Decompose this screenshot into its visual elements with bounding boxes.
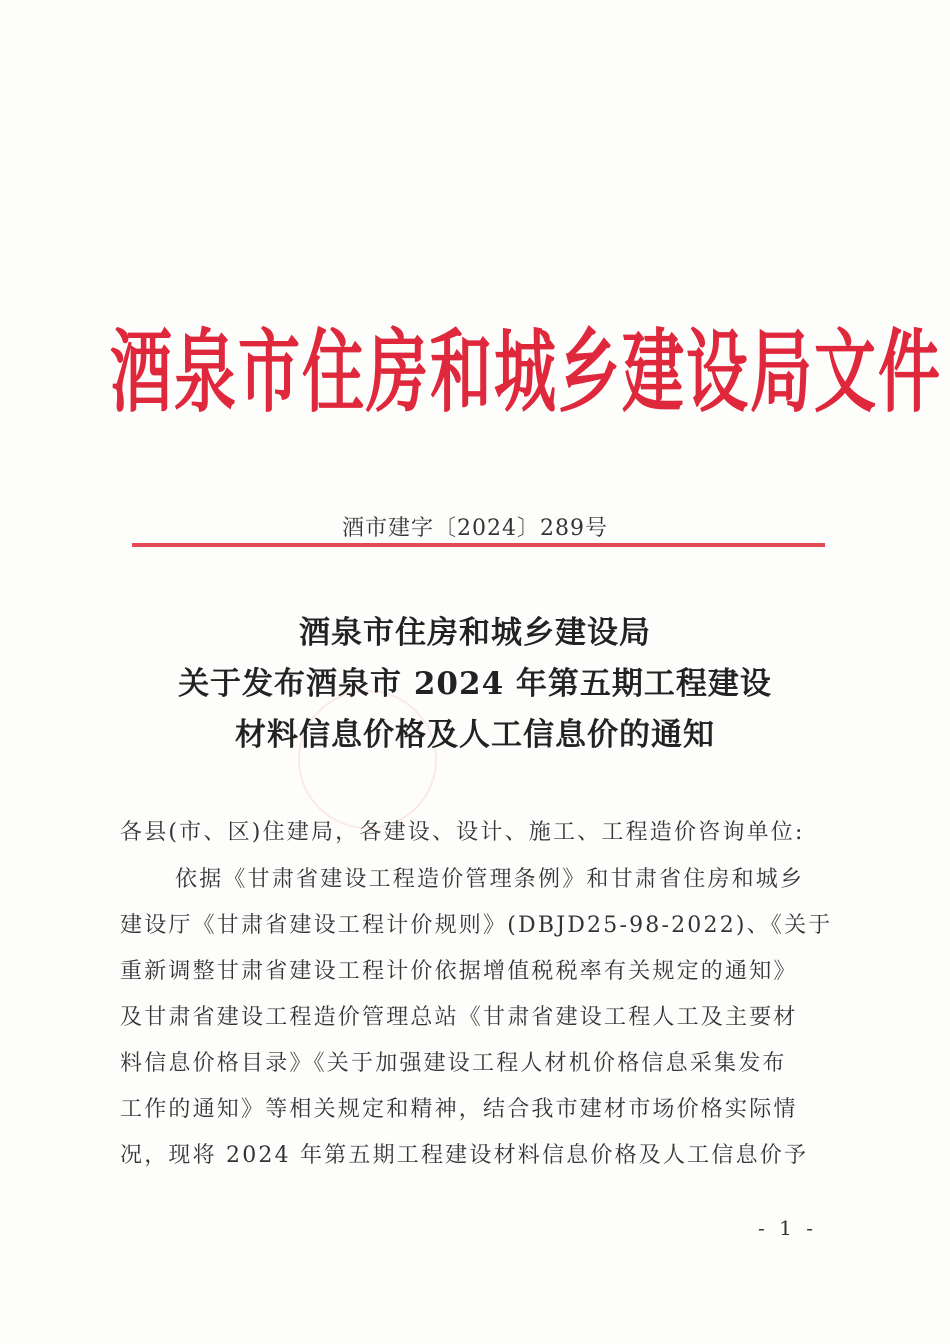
red-divider-line [132,543,825,547]
document-number: 酒市建字〔2024〕289号 [342,516,608,541]
body-line: 及甘肃省建设工程造价管理总站《甘肃省建设工程人工及主要材 [120,1005,798,1030]
page-number: - 1 - [758,1216,817,1240]
salutation: 各县(市、区)住建局，各建设、设计、施工、工程造价咨询单位: [120,820,805,845]
title-line-2: 关于发布酒泉市 2024 年第五期工程建设 [178,666,772,702]
body-line: 重新调整甘肃省建设工程计价依据增值税税率有关规定的通知》 [120,959,798,984]
body-line: 依据《甘肃省建设工程造价管理条例》和甘肃省住房和城乡 [175,867,805,892]
body-line: 建设厅《甘肃省建设工程计价规则》(DBJD25-98-2022)、《关于 [120,913,833,938]
issuer-banner: 酒泉市住房和城乡建设局文件 [110,318,943,425]
title-line-3: 材料信息价格及人工信息价的通知 [235,717,715,753]
body-line: 料信息价格目录》《关于加强建设工程人材机价格信息采集发布 [120,1051,787,1076]
body-line: 况，现将 2024 年第五期工程建设材料信息价格及人工信息价予 [120,1143,809,1168]
title-line-1: 酒泉市住房和城乡建设局 [299,615,651,651]
body-line: 工作的通知》等相关规定和精神，结合我市建材市场价格实际情 [120,1097,798,1122]
